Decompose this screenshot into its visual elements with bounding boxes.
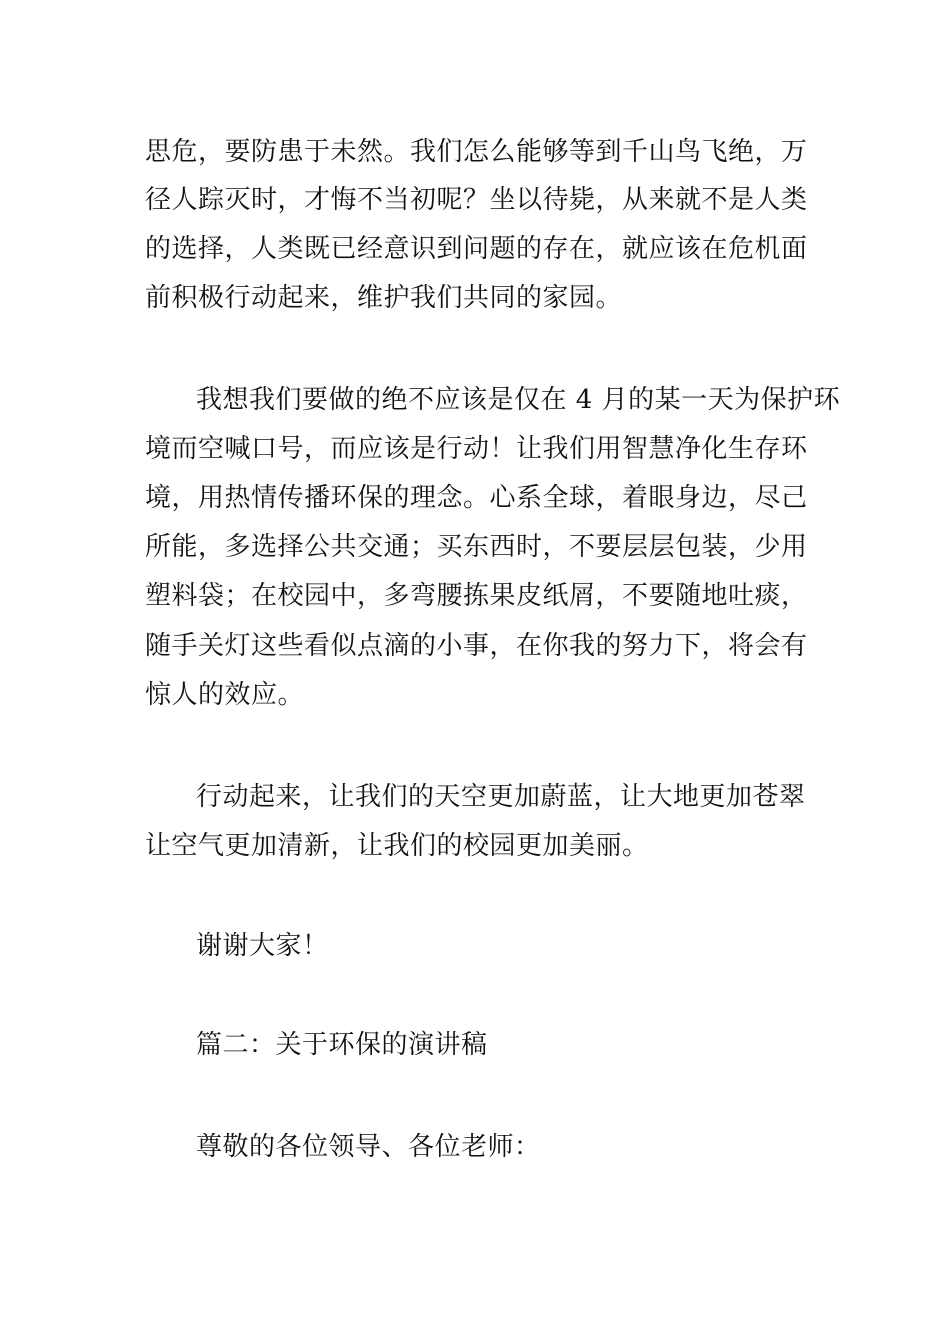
paragraph-2-line-2: 境而空喊口号，而应该是行动！让我们用智慧净化生存环 [145, 434, 808, 464]
thanks-line: 谢谢大家！ [196, 931, 329, 961]
paragraph-1-line-3: 的选择，人类既已经意识到问题的存在，就应该在危机面 [145, 234, 808, 264]
paragraph-2-line-1: 我想我们要做的绝不应该是仅在 4 月的某一天为保护环 [196, 385, 841, 415]
paragraph-1-line-1: 思危，要防患于未然。我们怎么能够等到千山鸟飞绝，万 [145, 137, 808, 167]
paragraph-2-line-5: 塑料袋；在校园中，多弯腰拣果皮纸屑，不要随地吐痰， [145, 581, 808, 611]
section-heading: 篇二：关于环保的演讲稿 [196, 1030, 488, 1060]
paragraph-1-line-4: 前积极行动起来，维护我们共同的家园。 [145, 283, 623, 313]
paragraph-1-line-2: 径人踪灭时，才悔不当初呢？坐以待毙，从来就不是人类 [145, 185, 808, 215]
paragraph-2-line-3: 境，用热情传播环保的理念。心系全球，着眼身边，尽己 [145, 483, 808, 513]
paragraph-3-line-1: 行动起来，让我们的天空更加蔚蓝，让大地更加苍翠 [196, 782, 806, 812]
salutation-line: 尊敬的各位领导、各位老师： [196, 1132, 541, 1162]
paragraph-2-line-6: 随手关灯这些看似点滴的小事，在你我的努力下，将会有 [145, 631, 808, 661]
paragraph-2-line-7: 惊人的效应。 [145, 680, 305, 710]
paragraph-3-line-2: 让空气更加清新，让我们的校园更加美丽。 [145, 831, 649, 861]
paragraph-2-line-4: 所能，多选择公共交通；买东西时，不要层层包装，少用 [145, 532, 808, 562]
